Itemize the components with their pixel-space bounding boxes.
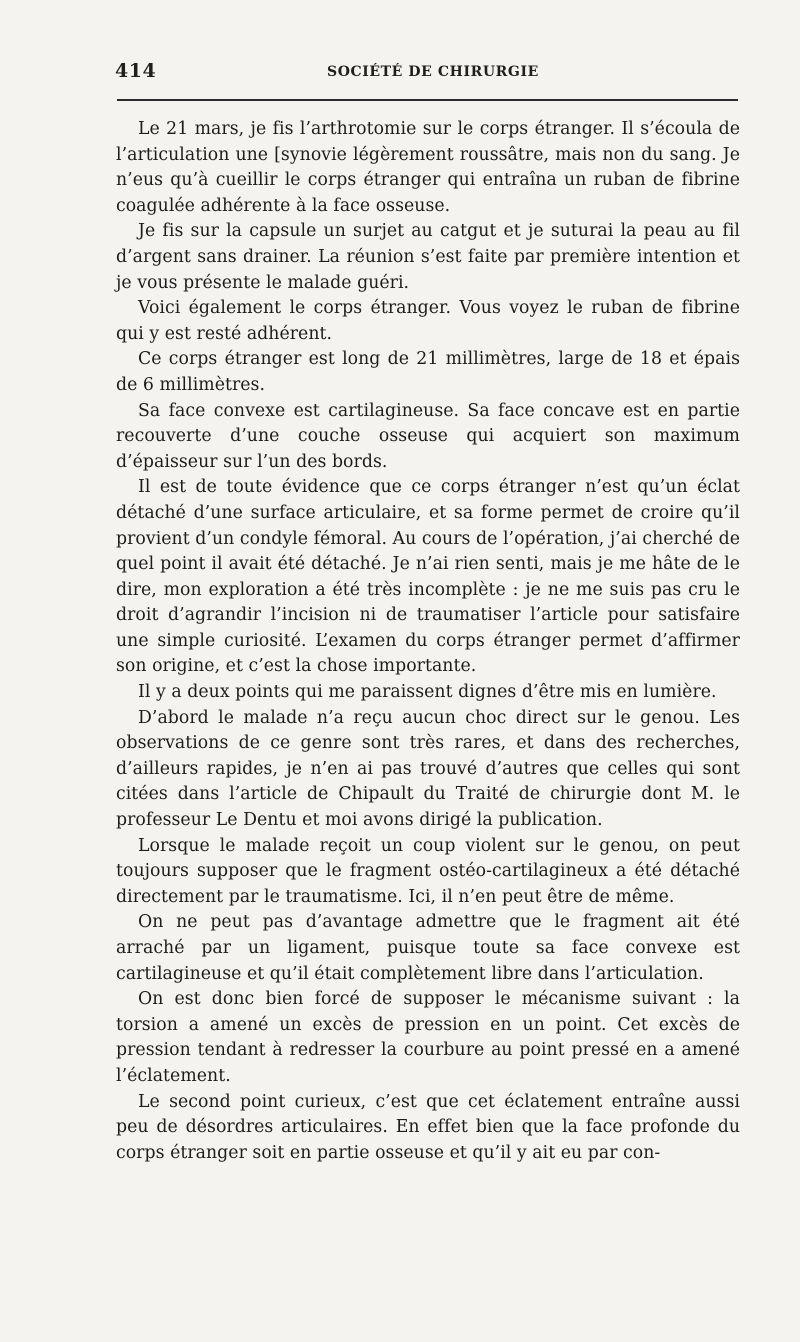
paragraph: Lorsque le malade reçoit un coup violent sur le genou, on peut toujours supposer que le fragment ostéo-cartilagineux a été détaché directement par le traumatisme. Ici, il n’en peut être de même. — [116, 835, 740, 907]
paragraph: Ce corps étranger est long de 21 millimètres, large de 18 et épais de 6 millimètres. — [116, 349, 740, 395]
page-number: 414 — [115, 60, 157, 82]
paragraph: Il y a deux points qui me paraissent dignes d’être mis en lumière. — [138, 682, 717, 703]
body-text — [116, 117, 740, 1166]
paragraph: Je fis sur la capsule un surjet au catgut et je suturai la peau au fil d’argent sans drainer. La réunion s’est faite par première intention et je vous présente le malade guéri. — [116, 221, 740, 293]
paragraph: Il est de toute évidence que ce corps étranger n’est qu’un éclat détaché d’une surface articulaire, et sa forme permet de croire qu’il provient d’un condyle fémoral. Au cours de l’opération, j’ai cherché de quel point il avait été détaché. Je n’ai rien senti, mais je me hâte de le dire, mon exploration a été très incomplète : je ne me suis pas cru le droit d’agrandir l’incision ni de traumatiser l’article pour satisfaire une simple curiosité. L’examen du corps étranger permet d’affirmer son origine, et c’est la chose importante. — [116, 477, 740, 677]
paragraph: D’abord le malade n’a reçu aucun choc direct sur le genou. Les observations de ce genre sont très rares, et dans des recherches, d’ailleurs rapides, je n’en ai pas trouvé d’autres que celles qui sont citées dans l’article de Chipault du Traité de chirurgie dont M. le professeur Le Dentu et moi avons dirigé la publication. — [116, 707, 740, 831]
page-header — [115, 58, 740, 88]
paragraph: Voici également le corps étranger. Vous voyez le ruban de fibrine qui y est resté adhérent. — [116, 298, 740, 344]
paragraph: Le second point curieux, c’est que cet éclatement entraîne aussi peu de désordres articulaires. En effet bien que la face profonde du corps étranger soit en partie osseuse et qu’il y ait eu par con- — [116, 1091, 740, 1163]
running-head: SOCIÉTÉ DE CHIRURGIE — [327, 64, 539, 80]
paragraph: Sa face convexe est cartilagineuse. Sa face concave est en partie recouverte d’une couche osseuse qui acquiert son maximum d’épaisseur sur l’un des bords. — [116, 400, 740, 472]
paragraph: On ne peut pas d’avantage admettre que le fragment ait été arraché par un ligament, puisque toute sa face convexe est cartilagineuse et qu’il était complètement libre dans l’articulation. — [116, 912, 740, 984]
paragraph: Le 21 mars, je fis l’arthrotomie sur le corps étranger. Il s’écoula de l’articulation une [synovie légèrement roussâtre, mais non du sang. Je n’eus qu’à cueillir le corps étranger qui entraîna un ruban de fibrine coagulée adhérente à la face osseuse. — [116, 119, 740, 216]
header-rule — [117, 99, 738, 101]
paragraph: On est donc bien forcé de supposer le mécanisme suivant : la torsion a amené un excès de pression en un point. Cet excès de pression tendant à redresser la courbure au point pressé en a amené l’éclatement. — [116, 989, 740, 1086]
